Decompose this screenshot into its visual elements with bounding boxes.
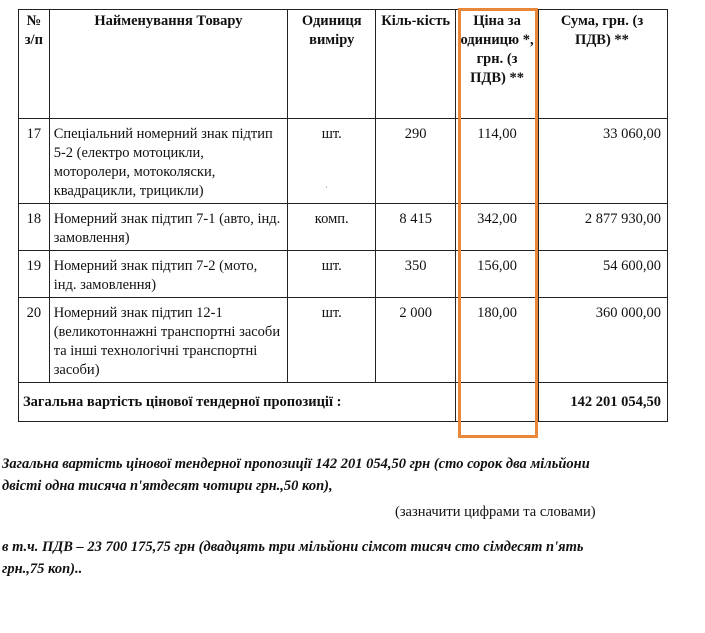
- row-no: 20: [19, 298, 50, 383]
- row-price: 180,00: [456, 298, 539, 383]
- row-sum: 33 060,00: [538, 119, 667, 204]
- row-no: 17: [19, 119, 50, 204]
- table-row: [19, 251, 668, 298]
- total-label: Загальна вартість цінової тендерної пропозиції :: [19, 383, 456, 422]
- header-unit: Одиниця виміру: [288, 10, 376, 119]
- vat-line-1: в т.ч. ПДВ – 23 700 175,75 грн (двадцять три мільйони сімсот тисяч сто сімдесят п'ять: [2, 539, 584, 555]
- row-name: Спеціальний номерний знак підтип 5-2 (електро мотоцикли, моторолери, мотоколяски, квадрацикли, трицикли): [49, 119, 288, 204]
- row-unit: шт.: [288, 119, 376, 204]
- row-unit: шт.: [288, 251, 376, 298]
- table-row: [19, 119, 668, 204]
- row-qty: 290: [376, 119, 456, 204]
- header-no: № з/п: [19, 10, 50, 119]
- fill-in-note: (зазначити цифрами та словами): [395, 504, 596, 520]
- header-qty: Кіль-кість: [376, 10, 456, 119]
- scan-speck: ·: [325, 182, 328, 192]
- row-qty: 8 415: [376, 204, 456, 251]
- row-name: Номерний знак підтип 12-1 (великотоннажні транспортні засоби та інші технологічні транспортні засоби): [49, 298, 288, 383]
- total-value: 142 201 054,50: [538, 383, 667, 422]
- total-cost-line-1: Загальна вартість цінової тендерної пропозиції 142 201 054,50 грн (сто сорок два мільйони: [2, 456, 590, 472]
- row-sum: 360 000,00: [538, 298, 667, 383]
- row-sum: 54 600,00: [538, 251, 667, 298]
- table-header-row: [19, 10, 668, 119]
- header-price: Ціна за одиницю *, грн. (з ПДВ) **: [456, 10, 539, 119]
- vat-line-2: грн.,75 коп)..: [2, 561, 83, 577]
- row-no: 19: [19, 251, 50, 298]
- row-qty: 350: [376, 251, 456, 298]
- row-qty: 2 000: [376, 298, 456, 383]
- total-cost-line-2: двісті одна тисяча п'ятдесят чотири грн.,50 коп),: [2, 478, 333, 494]
- header-name: Найменування Товару: [49, 10, 288, 119]
- row-unit: шт.: [288, 298, 376, 383]
- row-price: 342,00: [456, 204, 539, 251]
- total-row: [19, 383, 668, 422]
- row-no: 18: [19, 204, 50, 251]
- row-name: Номерний знак підтип 7-1 (авто, інд. замовлення): [49, 204, 288, 251]
- row-sum: 2 877 930,00: [538, 204, 667, 251]
- total-price-empty: [456, 383, 539, 422]
- header-sum: Сума, грн. (з ПДВ) **: [538, 10, 667, 119]
- table-row: [19, 298, 668, 383]
- row-name: Номерний знак підтип 7-2 (мото, інд. замовлення): [49, 251, 288, 298]
- row-price: 114,00: [456, 119, 539, 204]
- tender-table: [18, 9, 668, 422]
- row-price: 156,00: [456, 251, 539, 298]
- table-row: [19, 204, 668, 251]
- row-unit: комп.: [288, 204, 376, 251]
